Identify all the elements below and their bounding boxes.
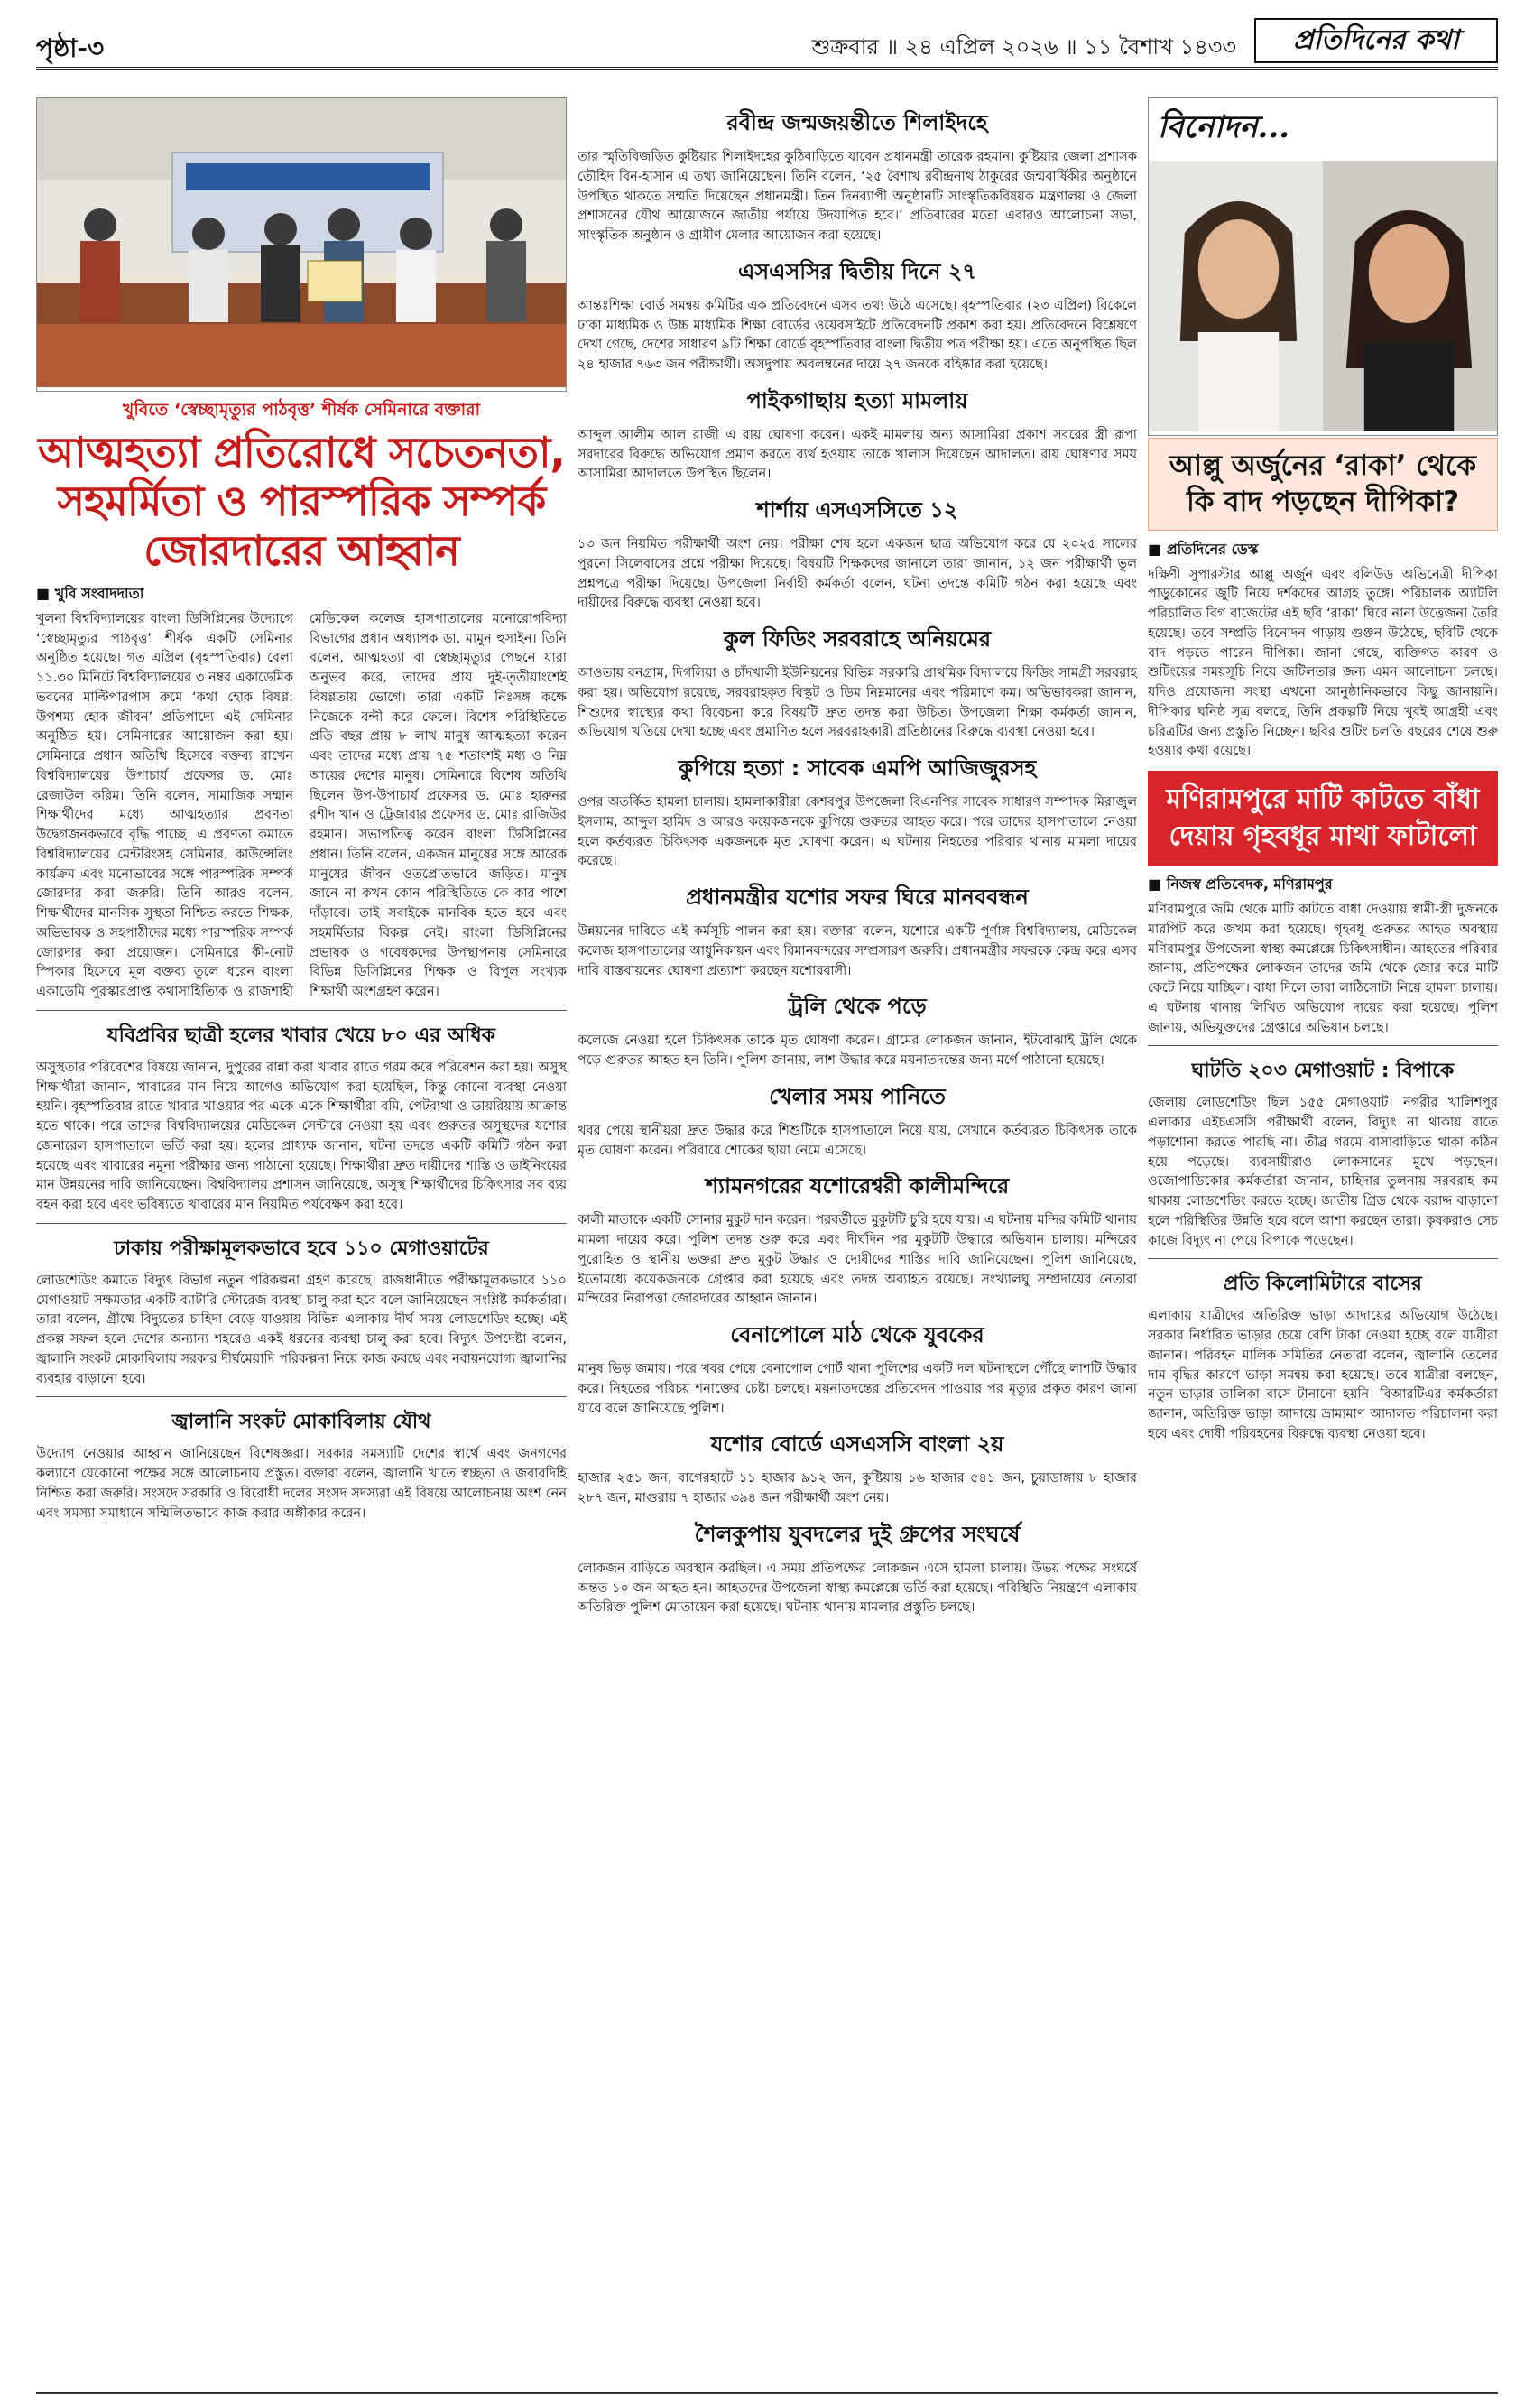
column-middle	[578, 97, 1137, 1618]
story-b6-body: ওপর অতর্কিত হামলা চালায়। হামলাকারীরা কেশবপুর উপজেলা বিএনপির সাবেক সাধারণ সম্পাদক মিরাজুল ইসলাম, আব্দুল হামিদ ও আরও কয়েকজনকে কুপিয়ে গুরুতর আহত করে। পরে তাদের হাসপাতালে নেওয়া হলে কর্তব্যরত চিকিৎসক একজনকে মৃত ঘোষণা করেন। এ ঘটনায় নিহতের পরিবার থানায় মামলা দায়ের করেছে।	[578, 795, 1137, 869]
story-b5-body: আওতায় বনগ্রাম, দিগলিয়া ও চাঁদখালী ইউনিয়নের বিভিন্ন সরকারি প্রাথমিক বিদ্যালয়ে ফিডিং সামগ্রী সরবরাহ করা হয়। অভিযোগ রয়েছে, সরবরাহকৃত বিস্কুট ও ডিম নিম্নমানের এবং পরিমাণে কম। অভিভাবকরা জানান, শিশুদের স্বাস্থ্যের কথা বিবেচনা করে বিষয়টি দ্রুত তদন্ত করা উচিত। উপজেলা শিক্ষা কর্মকর্তা জানান, অভিযোগ খতিয়ে দেখা হচ্ছে এবং প্রমাণিত হলে সরবরাহকারী প্রতিষ্ঠানের বিরুদ্ধে ব্যবস্থা নেওয়া হবে।	[578, 666, 1137, 740]
page-number: পৃষ্ঠা-৩	[36, 33, 105, 63]
entertainment-body: দক্ষিণী সুপারস্টার আল্লু অর্জুন এবং বলিউড অভিনেত্রী দীপিকা পাড়ুকোনের জুটি নিয়ে দর্শকদের আগ্রহ তুঙ্গে। পরিচালক অ্যাটলি পরিচালিত বিগ বাজেটের এই ছবি ‘রাকা’ ঘিরে নানা উত্তেজনা তৈরি হয়েছে। তবে সম্প্রতি বিনোদন পাড়ায় গুঞ্জন উঠেছে, ছবিটি থেকে বাদ পড়তে পারেন দীপিকা। জানা গেছে, ব্যক্তিগত কারণ ও শুটিংয়ের সময়সূচি নিয়ে জটিলতার জন্য এমন আলোচনা চলছে। যদিও প্রযোজনা সংস্থা এখনো আনুষ্ঠানিকভাবে কিছু জানায়নি। দীপিকার ঘনিষ্ঠ সূত্র বলছে, তিনি প্রকল্পটি নিয়ে খুবই আগ্রহী এবং চরিত্রটির জন্য প্রস্তুতি নিচ্ছেন। ছবির শুটিং চলতি বছরের শেষে শুরু হওয়ার কথা রয়েছে।	[1148, 567, 1498, 759]
story-c1-body: মণিরামপুরে জমি থেকে মাটি কাটতে বাধা দেওয়ায় স্বামী-স্ত্রী দুজনকে মারপিট করে জখম করা হয়েছে। গৃহবধূ গুরুতর আহত অবস্থায় মণিরামপুর উপজেলা স্বাস্থ্য কমপ্লেক্সে চিকিৎসাধীন। আহতের পরিবার জানায়, প্রতিপক্ষের লোকজন তাদের জমি থেকে জোর করে মাটি কেটে নিয়ে যাচ্ছিল। বাধা দিলে তারা লাঠিসোটা নিয়ে হামলা চালায়। এ ঘটনায় থানায় লিখিত অভিযোগ দায়ের করা হয়েছে। পুলিশ জানায়, অভিযুক্তদের গ্রেপ্তারে অভিযান চলছে।	[1148, 903, 1498, 1035]
story-b2-body: আন্তঃশিক্ষা বোর্ড সমন্বয় কমিটির এক প্রতিবেদনে এসব তথ্য উঠে এসেছে। বৃহস্পতিবার (২৩ এপ্রিল) বিকেলে ঢাকা মাধ্যমিক ও উচ্চ মাধ্যমিক শিক্ষা বোর্ডের ওয়েবসাইটে প্রতিবেদনটি প্রকাশ করা হয়। প্রতিবেদনে বিশ্লেষণে দেখা গেছে, দেশের সাধারণ ৯টি শিক্ষা বোর্ডে বৃহস্পতিবার বাংলা দ্বিতীয় পত্র পরীক্ষা হয়। এতে অনুপস্থিত ছিল ২৪ হাজার ৭৬৩ জন পরীক্ষার্থী। অসদুপায় অবলম্বনের দায়ে ২৭ জনকে বহিষ্কার করা হয়েছে।	[578, 298, 1137, 372]
story-b4-title[interactable]: শার্শায় এসএসসিতে ১২	[756, 497, 958, 523]
entertainment-section	[1148, 97, 1498, 436]
story-c3-title[interactable]: প্রতি কিলোমিটারে বাসের	[1224, 1273, 1422, 1296]
story-c2-title[interactable]: ঘাটতি ২০৩ মেগাওয়াট : বিপাকে	[1191, 1060, 1455, 1083]
story-b1-body: তার স্মৃতিবিজড়িত কুষ্টিয়ার শিলাইদহের কুঠিবাড়িতে যাবেন প্রধানমন্ত্রী তারেক রহমান। কুষ্টিয়ার জেলা প্রশাসক তৌহিদ বিন-হাসান এ তথ্য জানিয়েছেন। তিনি বলেন, ‘২৫ বৈশাখ রবীন্দ্রনাথ ঠাকুরের জন্মবার্ষিকীর অনুষ্ঠানে উপস্থিত থাকতে সম্মতি দিয়েছেন প্রধানমন্ত্রী। তিন দিনব্যাপী অনুষ্ঠানটি সাংস্কৃতিকবিষয়ক মন্ত্রণালয় ও জেলা প্রশাসনের যৌথ আয়োজনে জাতীয় পর্যায়ে উদযাপিত হবে।’ প্রতিবারের মতো এবারও আলোচনা সভা, সাংস্কৃতিক অনুষ্ঠান ও গ্রামীণ মেলার আয়োজন করা হয়েছে।	[578, 150, 1137, 243]
lead-byline-text: খুবি সংবাদদাতা	[54, 584, 144, 602]
story-b3-body: আব্দুল আলীম আল রাজী এ রায় ঘোষণা করেন। একই মামলায় অন্য আসামিরা প্রকাশ সবরের স্ত্রী রূপা সরদারের বিরুদ্ধে অভিযোগ প্রমাণ করতে ব্যর্থ হওয়ায় তাকে খালাস দিয়েছেন আদালত। রায় ঘোষণার সময় আসামিরা আদালতে উপস্থিত ছিলেন।	[578, 427, 1137, 482]
page-footer-rule	[36, 2392, 1498, 2394]
story-b11-title[interactable]: বেনাপোলে মাঠ থেকে যুবকের	[730, 1322, 984, 1348]
divider	[1148, 1045, 1498, 1046]
entertainment-byline-text: প্রতিদিনের ডেস্ক	[1166, 540, 1259, 558]
column-right	[1148, 97, 1498, 1445]
story-a1-body: অসুস্থতার পরিবেশের বিষয়ে জানান, দুপুরের রান্না করা খাবার রাতে গরম করে পরিবেশন করা হয়। অসুস্থ শিক্ষার্থীরা জানান, খাবারের মান নিয়ে আগেও অভিযোগ করা হয়েছিল, কিন্তু কোনো ব্যবস্থা নেওয়া হয়নি। বৃহস্পতিবার রাতে খাবার খাওয়ার পর একে একে শিক্ষার্থীরা বমি, পেটব্যথা ও ডায়রিয়ায় আক্রান্ত হতে থাকে। পরে তাদের বিশ্ববিদ্যালয়ের মেডিকেল সেন্টারে নেওয়া হয় এবং গুরুতর অসুস্থদের যশোর জেনারেল হাসপাতালে ভর্তি করা হয়। হলের প্রাধ্যক্ষ জানান, ঘটনা তদন্তে একটি কমিটি গঠন করা হয়েছে এবং খাবারের নমুনা পরীক্ষার জন্য পাঠানো হয়েছে। শিক্ষার্থীরা দ্রুত দায়ীদের শাস্তি ও ডাইনিংয়ের মান উন্নয়নের দাবি জানিয়েছেন। বিশ্ববিদ্যালয় প্রশাসন জানিয়েছে, অসুস্থ শিক্ষার্থীদের চিকিৎসার সব ব্যয় বহন করা হবে এবং ভবিষ্যতে খাবারের মান নিয়মিত পর্যবেক্ষণ করা হবে।	[36, 1060, 567, 1213]
story-b10-title[interactable]: শ্যামনগরের যশোরেশ্বরী কালীমন্দিরে	[705, 1173, 1010, 1199]
seminar-photo	[36, 97, 567, 392]
story-b7-body: উন্নয়নের দাবিতে এই কর্মসূচি পালন করা হয়। বক্তারা বলেন, যশোরে একটি পূর্ণাঙ্গ বিশ্ববিদ্যালয়, মেডিকেল কলেজ হাসপাতালের আধুনিকায়ন এবং বিমানবন্দরের সম্প্রসারণ জরুরি। প্রধানমন্ত্রীর সফরকে কেন্দ্র করে এসব দাবি বাস্তবায়নের ঘোষণা প্রত্যাশা করছেন যশোরবাসী।	[578, 924, 1137, 978]
lead-body: খুলনা বিশ্ববিদ্যালয়ের বাংলা ডিসিপ্লিনের উদ্যোগে ‘স্বেচ্ছামৃত্যুর পাঠবৃত্ত’ শীর্ষক একটি সেমিনার অনুষ্ঠিত হয়েছে। গত এপ্রিল (বৃহস্পতিবার) বেলা ১১.৩০ মিনিটে বিশ্ববিদ্যালয়ের ৩ নম্বর একাডেমিক ভবনের মাল্টিপারপাস রুমে ‘কথা হোক বিষণ্ণ: উপশম্য হোক জীবন’ প্রতিপাদ্যে এই সেমিনার অনুষ্ঠিত হয়। সেমিনারের আয়োজন করা হয়। সেমিনারে প্রধান অতিথি হিসেবে বক্তব্য রাখেন বিশ্ববিদ্যালয়ের উপাচার্য প্রফেসর ড. মোঃ রেজাউল করিম। তিনি বলেন, সামাজিক সম্মান শিক্ষার্থীদের মধ্যে আত্মহত্যার প্রবণতা উদ্বেগজনকভাবে বৃদ্ধি পাচ্ছে। এ প্রবণতা কমাতে বিশ্ববিদ্যালয়ের মেন্টরিংসহ সেমিনার, কাউন্সেলিং কার্যক্রম এবং মনোভাবের সঙ্গে পারস্পরিক সম্পর্ক জোরদার করা জরুরি। তিনি আরও বলেন, শিক্ষার্থীদের মানসিক সুস্থতা নিশ্চিত করতে শিক্ষক, অভিভাবক ও সহপাঠীদের মধ্যে পারস্পরিক সম্পর্ক জোরদার করা প্রয়োজন। সেমিনারে কী-নোট স্পিকার হিসেবে মূল বক্তব্য তুলে ধরেন বাংলা একাডেমি পুরস্কারপ্রাপ্ত কথাসাহিত্যিক ও রাজশাহী মেডিকেল কলেজ হাসপাতালের মনোরোগবিদ্যা বিভাগের প্রধান অধ্যাপক ডা. মামুন হুসাইন। তিনি বলেন, আত্মহত্যা বা স্বেচ্ছামৃত্যুর পেছনে যারা অনুভব করে, তাদের প্রায় দুই-তৃতীয়াংশেই বিষণ্ণতায় ভোগে। তারা একটি নিঃসঙ্গ কক্ষে নিজেকে বন্দী করে ফেলে। বিশেষ পরিস্থিতিতে প্রতি বছর প্রায় ৮ লাখ মানুষ আত্মহত্যা করেন এবং তাদের মধ্যে প্রায় ৭৫ শতাংশই মধ্য ও নিম্ন আয়ের দেশের মানুষ। সেমিনারে বিশেষ অতিথি ছিলেন উপ-উপাচার্য প্রফেসর ড. মোঃ হারুনর রশীদ খান ও ট্রেজারার প্রফেসর ড. মোঃ রাজিউর রহমান। সভাপতিত্ব করেন বাংলা ডিসিপ্লিনের প্রধান। তিনি বলেন, একজন মানুষের সঙ্গে আরেক মানুষের জীবন ওতপ্রোতভাবে জড়িত। মানুষ জানে না কখন কোন পরিস্থিতিতে কে কার পাশে দাঁড়াবে। তাই সবাইকে মানবিক হতে হবে এবং সহমর্মিতার বিকল্প নেই। বাংলা ডিসিপ্লিনের প্রভাষক ও গবেষকদের উপস্থাপনায় সেমিনারে বিভিন্ন ডিসিপ্লিনের শিক্ষক ও বিপুল সংখ্যক শিক্ষার্থী অংশগ্রহণ করেন।	[36, 611, 567, 1000]
column-left	[36, 97, 567, 1524]
story-b12-body: হাজার ২৫১ জন, বাগেরহাটে ১১ হাজার ৯১২ জন, কুষ্টিয়ায় ১৬ হাজার ৫৪১ জন, চুয়াডাঙ্গায় ৮ হাজার ২৮৭ জন, মাগুরায় ৭ হাজার ৩৯৪ জন পরীক্ষার্থী অংশ নেয়।	[578, 1471, 1137, 1505]
masthead-logo[interactable]: প্রতিদিনের কথা	[1254, 18, 1498, 63]
story-b1-title[interactable]: রবীন্দ্র জন্মজয়ন্তীতে শিলাইদহে	[726, 110, 988, 135]
story-b13-title[interactable]: শৈলকুপায় যুবদলের দুই গ্রুপের সংঘর্ষে	[694, 1521, 1021, 1547]
story-b8-title[interactable]: ট্রলি থেকে পড়ে	[788, 994, 927, 1020]
story-b11-body: মানুষ ভিড় জমায়। পরে খবর পেয়ে বেনাপোল পোর্ট থানা পুলিশের একটি দল ঘটনাস্থলে পৌঁছে লাশটি উদ্ধার করে। নিহতের পরিচয় শনাক্তের চেষ্টা চলছে। ময়নাতদন্তের প্রতিবেদন পাওয়ার পর মৃত্যুর প্রকৃত কারণ জানা যাবে বলে জানিয়েছে পুলিশ।	[578, 1362, 1137, 1416]
entertainment-headline-box	[1148, 438, 1498, 531]
story-b4-body: ১৩ জন নিয়মিত পরীক্ষার্থী অংশ নেয়। পরীক্ষা শেষ হলে একজন ছাত্র অভিযোগ করে যে ২০২৫ সালের পুরনো সিলেবাসের প্রশ্নে পরীক্ষা দিয়েছে। বিষয়টি শিক্ষকদের জানালে তারা জানান, ১২ জন পরীক্ষার্থী ভুল প্রশ্নপত্রে পরীক্ষা দিয়েছে। উপজেলা নির্বাহী কর্মকর্তা বলেন, ঘটনা তদন্তে কমিটি গঠন করা হয়েছে এবং দায়ীদের বিরুদ্ধে ব্যবস্থা নেওয়া হবে।	[578, 537, 1137, 611]
divider	[36, 1396, 567, 1397]
story-c1-banner[interactable]: মণিরামপুরে মাটি কাটতে বাঁধা দেয়ায় গৃহবধূর মাথা ফাটালো	[1148, 771, 1498, 866]
story-b2-title[interactable]: এসএসসির দ্বিতীয় দিনে ২৭	[737, 258, 976, 284]
story-c1-byline: ■ নিজস্ব প্রতিবেদক, মণিরামপুর	[1148, 875, 1333, 894]
story-c2-body: জেলায় লোডশেডিং ছিল ১৫৫ মেগাওয়াট। নগরীর খালিশপুর এলাকার এইচএসসি পরীক্ষার্থী বলেন, বিদ্যুৎ না থাকায় রাতে পড়াশোনা করতে পারছি না। তীব্র গরমে বাসাবাড়িতে থাকা কঠিন হয়ে পড়েছে। ব্যবসায়ীরাও লোকসানের মুখে পড়ছেন। ওজোপাডিকোর কর্মকর্তারা জানান, চাহিদার তুলনায় সরবরাহ কম থাকায় লোডশেডিং করতে হচ্ছে। জাতীয় গ্রিড থেকে বরাদ্দ বাড়ানো হলে পরিস্থিতির উন্নতি হবে বলে আশা করছেন তারা। কৃষকরাও সেচ কাজে বিদ্যুৎ না পেয়ে বিপাকে পড়েছেন।	[1148, 1096, 1498, 1248]
divider	[36, 1010, 567, 1011]
story-c1-byline-text: নিজস্ব প্রতিবেদক, মণিরামপুর	[1166, 875, 1333, 894]
story-b12-title[interactable]: যশোর বোর্ডে এসএসসি বাংলা ২য়	[710, 1431, 1004, 1458]
entertainment-headline[interactable]: আল্লু অর্জুনের ‘রাকা’ থেকে কি বাদ পড়ছেন দীপিকা?	[1169, 449, 1477, 519]
story-b7-title[interactable]: প্রধানমন্ত্রীর যশোর সফর ঘিরে মানববন্ধন	[686, 884, 1029, 910]
story-b10-body: কালী মাতাকে একটি সোনার মুকুট দান করেন। পরবর্তীতে মুকুটটি চুরি হয়ে যায়। এ ঘটনায় মন্দির কমিটি থানায় মামলা দায়ের করে। পুলিশ তদন্ত শুরু করে এবং দীর্ঘদিন পর মুকুটটি উদ্ধারে অভিযান চালায়। মন্দিরের পুরোহিত ও স্থানীয় ভক্তরা দ্রুত মুকুট উদ্ধার ও দোষীদের শাস্তির দাবি জানিয়েছেন। পুলিশ জানিয়েছে, ইতোমধ্যে কয়েকজনকে গ্রেপ্তার করা হয়েছে এবং তদন্ত অব্যাহত রয়েছে। সংখ্যালঘু সম্প্রদায়ের নেতারা মন্দিরের নিরাপত্তা জোরদারের আহ্বান জানান।	[578, 1213, 1137, 1307]
divider	[36, 1223, 567, 1224]
story-a2-body: লোডশেডিং কমাতে বিদ্যুৎ বিভাগ নতুন পরিকল্পনা গ্রহণ করেছে। রাজধানীতে পরীক্ষামূলকভাবে ১১০ মেগাওয়াট সক্ষমতার একটি ব্যাটারি স্টোরেজ ব্যবস্থা চালু করা হবে বলে জানিয়েছেন সংশ্লিষ্ট কর্মকর্তারা। তারা বলেন, গ্রীষ্মে বিদ্যুতের চাহিদা বেড়ে যাওয়ায় বিভিন্ন এলাকায় দীর্ঘ সময় লোডশেডিং হচ্ছে। এই প্রকল্প সফল হলে দেশের অন্যান্য শহরেও একই ধরনের ব্যবস্থা চালু করা হবে। বিদ্যুৎ উপদেষ্টা বলেন, জ্বালানি সংকট মোকাবিলায় সরকার দীর্ঘমেয়াদি পরিকল্পনা নিয়ে কাজ করছে এবং নবায়নযোগ্য জ্বালানির ব্যবহার বাড়ানো হবে।	[36, 1273, 567, 1386]
actress-photo	[1149, 161, 1497, 431]
story-b8-body: কলেজে নেওয়া হলে চিকিৎসক তাকে মৃত ঘোষণা করেন। গ্রামের লোকজন জানান, ইটবোঝাই ট্রলি থেকে পড়ে গুরুতর আহত হন তিনি। পুলিশ জানায়, লাশ উদ্ধার করে ময়নাতদন্তের জন্য মর্গে পাঠানো হয়েছে।	[578, 1033, 1137, 1068]
entertainment-byline: ■ প্রতিদিনের ডেস্ক	[1148, 540, 1259, 558]
story-b9-title[interactable]: খেলার সময় পানিতে	[769, 1083, 946, 1109]
story-b6-title[interactable]: কুপিয়ে হত্যা : সাবেক এমপি আজিজুরসহ	[678, 755, 1037, 781]
lead-kicker: খুবিতে ‘স্বেচ্ছামৃত্যুর পাঠবৃত্ত’ শীর্ষক সেমিনারে বক্তারা	[122, 400, 481, 420]
lead-headline[interactable]: আত্মহত্যা প্রতিরোধে সচেতনতা, সহমর্মিতা ও পারস্পরিক সম্পর্ক জোরদারের আহ্বান	[38, 428, 565, 575]
issue-date: শুক্রবার ॥ ২৪ এপ্রিল ২০২৬ ॥ ১১ বৈশাখ ১৪৩৩	[811, 34, 1236, 60]
story-c3-body: এলাকায় যাত্রীদের অতিরিক্ত ভাড়া আদায়ের অভিযোগ উঠেছে। সরকার নির্ধারিত ভাড়ার চেয়ে বেশি টাকা নেওয়া হচ্ছে বলে যাত্রীরা জানান। পরিবহন মালিক সমিতির নেতারা বলেন, জ্বালানি তেলের দাম বৃদ্ধির কারণে ভাড়া সমন্বয় করা হয়েছে। তবে যাত্রীরা বলছেন, নতুন ভাড়ার তালিকা বাসে টানানো হয়নি। বিআরটিএর কর্মকর্তারা জানান, অতিরিক্ত ভাড়া আদায়ে ভ্রাম্যমাণ আদালত পরিচালনা করা হবে এবং দোষী পরিবহনের বিরুদ্ধে ব্যবস্থা নেওয়া হবে।	[1148, 1309, 1498, 1441]
divider	[1148, 1258, 1498, 1259]
story-a3-title[interactable]: জ্বালানি সংকট মোকাবিলায় যৌথ	[171, 1411, 431, 1434]
story-b13-body: লোকজন বাড়িতে অবস্থান করছিল। এ সময় প্রতিপক্ষের লোকজন এসে হামলা চালায়। উভয় পক্ষের সংঘর্ষে অন্তত ১০ জন আহত হন। আহতদের উপজেলা স্বাস্থ্য কমপ্লেক্সে ভর্তি করা হয়েছে। পরিস্থিতি নিয়ন্ত্রণে এলাকায় অতিরিক্ত পুলিশ মোতায়েন করা হয়েছে। ঘটনায় থানায় মামলার প্রস্তুতি চলছে।	[578, 1561, 1137, 1616]
story-b3-title[interactable]: পাইকগাছায় হত্যা মামলায়	[746, 387, 968, 413]
story-b9-body: খবর পেয়ে স্থানীয়রা দ্রুত উদ্ধার করে শিশুটিকে হাসপাতালে নিয়ে যায়, সেখানে কর্তব্যরত চিকিৎসক তাকে মৃত ঘোষণা করেন। পরিবারে শোকের ছায়া নেমে এসেছে।	[578, 1123, 1137, 1158]
story-b5-title[interactable]: কুল ফিডিং সরবরাহে অনিয়মের	[723, 626, 992, 652]
seminar-photo-illustration	[37, 98, 567, 387]
entertainment-label: বিনোদন...	[1158, 109, 1290, 145]
story-a2-title[interactable]: ঢাকায় পরীক্ষামূলকভাবে হবে ১১০ মেগাওয়াটের	[114, 1236, 489, 1260]
lead-byline: ■ খুবি সংবাদদাতা	[36, 584, 144, 602]
story-a3-body: উদ্যোগ নেওয়ার আহ্বান জানিয়েছেন বিশেষজ্ঞরা। সরকার সমস্যাটি দেশের স্বার্থে এবং জনগণের কল্যাণে যেকোনো পক্ষের সঙ্গে আলোচনায় প্রস্তুত। বক্তারা বলেন, জ্বালানি খাতে স্বচ্ছতা ও জবাবদিহি নিশ্চিত করা জরুরি। সংসদে সরকারি ও বিরোধী দলের সংসদ সদস্যরা এই বিষয়ে আলোচনায় অংশ নেন এবং সমস্যা সমাধানে সম্মিলিতভাবে কাজ করার অঙ্গীকার করেন।	[36, 1447, 567, 1521]
page-header	[36, 16, 1498, 70]
story-a1-title[interactable]: যবিপ্রবির ছাত্রী হলের খাবার খেয়ে ৮০ এর অধিক	[106, 1023, 496, 1047]
